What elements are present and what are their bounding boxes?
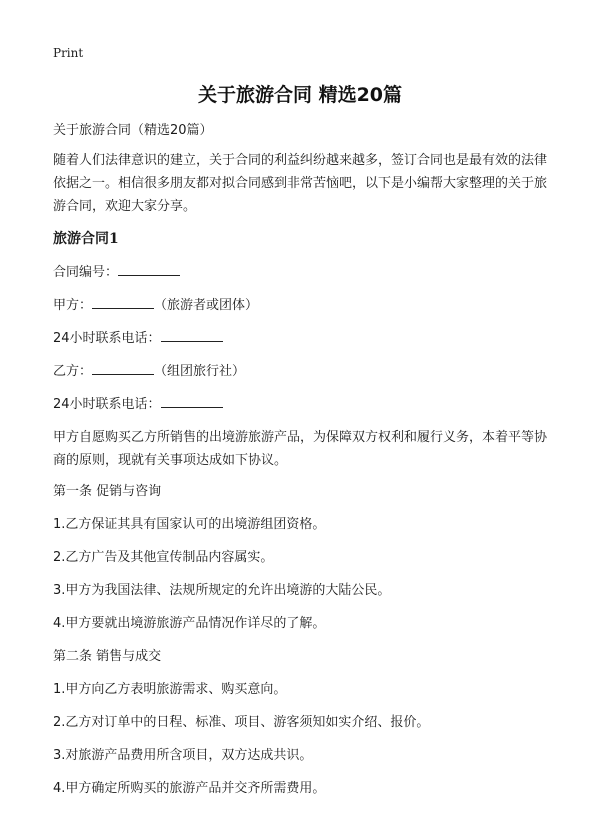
party-b-note: （组团旅行社） (154, 364, 246, 379)
party-b-line (53, 360, 553, 383)
section-heading: 旅游合同1 (53, 231, 119, 247)
contract-number-line (53, 261, 553, 284)
contract-number-label: 合同编号： (53, 265, 119, 280)
phone-b-blank (161, 393, 223, 408)
article-item: 2.乙方对订单中的日程、标准、项目、游客须知如实介绍、报价。 (53, 715, 430, 730)
article-item: 2.乙方广告及其他宣传制品内容属实。 (53, 550, 274, 565)
party-a-blank (92, 294, 154, 309)
document-body (53, 119, 553, 810)
phone-a-label: 24小时联系电话： (53, 331, 161, 346)
article-heading: 第一条 促销与咨询 (53, 484, 162, 499)
phone-a-blank (161, 327, 223, 342)
party-a-note: （旅游者或团体） (154, 298, 259, 313)
article-heading: 第二条 销售与成交 (53, 649, 162, 664)
print-link[interactable]: Print (53, 46, 84, 60)
contract-number-blank (118, 261, 180, 276)
article-item: 1.甲方向乙方表明旅游需求、购买意向。 (53, 682, 287, 697)
document-subtitle: 关于旅游合同（精选20篇） (53, 123, 213, 138)
party-b-blank (92, 360, 154, 375)
phone-b-line (53, 393, 553, 416)
article-item: 3.甲方为我国法律、法规所规定的允许出境游的大陆公民。 (53, 583, 391, 598)
preamble-paragraph: 甲方自愿购买乙方所销售的出境游旅游产品，为保障双方权利和履行义务，本着平等协商的原则，现就有关事项达成如下协议。 (53, 430, 548, 468)
article-item: 1.乙方保证其具有国家认可的出境游组团资格。 (53, 517, 326, 532)
phone-b-label: 24小时联系电话： (53, 397, 161, 412)
article-item: 4.甲方确定所购买的旅游产品并交齐所需费用。 (53, 781, 326, 796)
document-title: 关于旅游合同 精选20篇 (197, 84, 403, 106)
intro-paragraph: 随着人们法律意识的建立，关于合同的利益纠纷越来越多，签订合同也是最有效的法律依据之一。相信很多朋友都对拟合同感到非常苦恼吧，以下是小编帮大家整理的关于旅游合同，欢迎大家分享。 (53, 153, 548, 214)
phone-a-line (53, 327, 553, 350)
party-b-label: 乙方： (53, 364, 93, 379)
party-a-label: 甲方： (53, 298, 93, 313)
article-item: 4.甲方要就出境游旅游产品情况作详尽的了解。 (53, 616, 326, 631)
party-a-line (53, 294, 553, 317)
article-item: 3.对旅游产品费用所含项目，双方达成共识。 (53, 748, 313, 763)
